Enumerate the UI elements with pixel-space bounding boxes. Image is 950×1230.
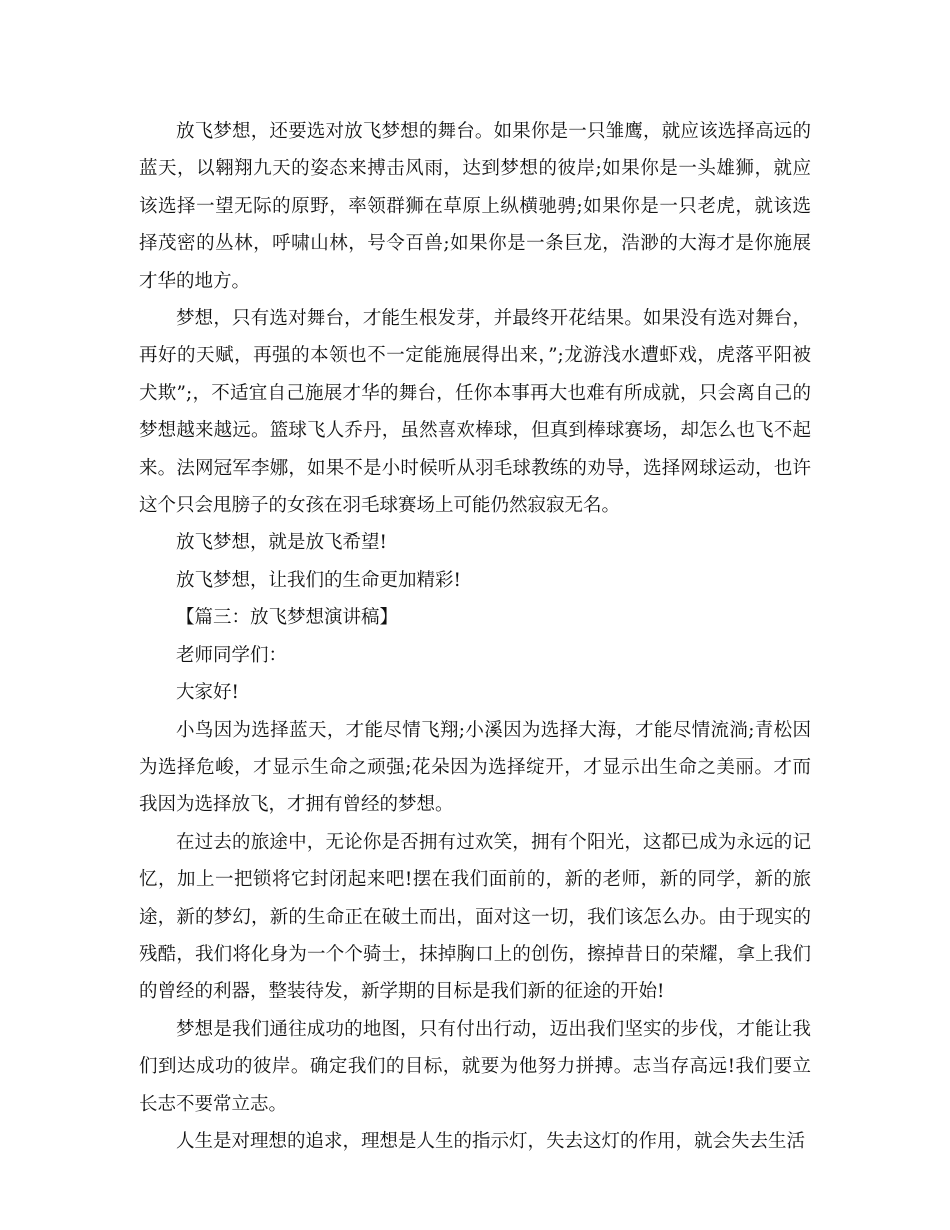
paragraph: 人生是对理想的追求，理想是人生的指示灯，失去这灯的作用，就会失去生活 xyxy=(176,1130,806,1152)
document-body xyxy=(139,113,811,1160)
paragraph: 梦想是我们通往成功的地图，只有付出行动，迈出我们坚实的步伐，才能让我们到达成功的彼岸。确定我们的目标，就要为他努力拼搏。志当存高远!我们要立长志不要常立志。 xyxy=(139,1018,812,1115)
paragraph: 放飞梦想，让我们的生命更加精彩! xyxy=(176,569,461,591)
salutation: 老师同学们： xyxy=(176,644,288,666)
paragraph: 放飞梦想，还要选对放飞梦想的舞台。如果你是一只雏鹰，就应该选择高远的蓝天，以翱翔九天的姿态来搏击风雨，达到梦想的彼岸;如果你是一头雄狮，就应该选择一望无际的原野，率领群狮在草原上纵横驰骋;如果你是一只老虎，就该选择茂密的丛林，呼啸山林，号令百兽;如果你是一条巨龙，浩渺的大海才是你施展才华的地方。 xyxy=(139,121,811,292)
paragraph: 在过去的旅途中，无论你是否拥有过欢笑，拥有个阳光，这都已成为永远的记忆，加上一把锁将它封闭起来吧!摆在我们面前的，新的老师，新的同学，新的旅途，新的梦幻，新的生命正在破土而出，面对这一切，我们该怎么办。由于现实的残酷，我们将化身为一个个骑士，抹掉胸口上的创伤，擦掉昔日的荣耀，拿上我们的曾经的利器，整装待发，新学期的目标是我们新的征途的开始! xyxy=(139,831,811,1003)
paragraph: 小鸟因为选择蓝天，才能尽情飞翔;小溪因为选择大海，才能尽情流淌;青松因为选择危峻，才显示生命之顽强;花朵因为选择绽开，才显示出生命之美丽。才而我因为选择放飞，才拥有曾经的梦想。 xyxy=(139,719,811,816)
section-heading: 【篇三：放飞梦想演讲稿】 xyxy=(176,607,399,629)
greeting: 大家好! xyxy=(176,682,239,704)
paragraph: 梦想，只有选对舞台，才能生根发芽，并最终开花结果。如果没有选对舞台，再好的天赋，再强的本领也不一定能施展得出来，”;龙游浅水遭虾戏，虎落平阳被犬欺”;，不适宜自己施展才华的舞台，任你本事再大也难有所成就，只会离自己的梦想越来越远。篮球飞人乔丹，虽然喜欢棒球，但真到棒球赛场，却怎么也飞不起来。法网冠军李娜，如果不是小时候听从羽毛球教练的劝导，选择网球运动，也许这个只会甩膀子的女孩在羽毛球赛场上可能仍然寂寂无名。 xyxy=(139,308,811,517)
paragraph: 放飞梦想，就是放飞希望! xyxy=(176,532,387,554)
